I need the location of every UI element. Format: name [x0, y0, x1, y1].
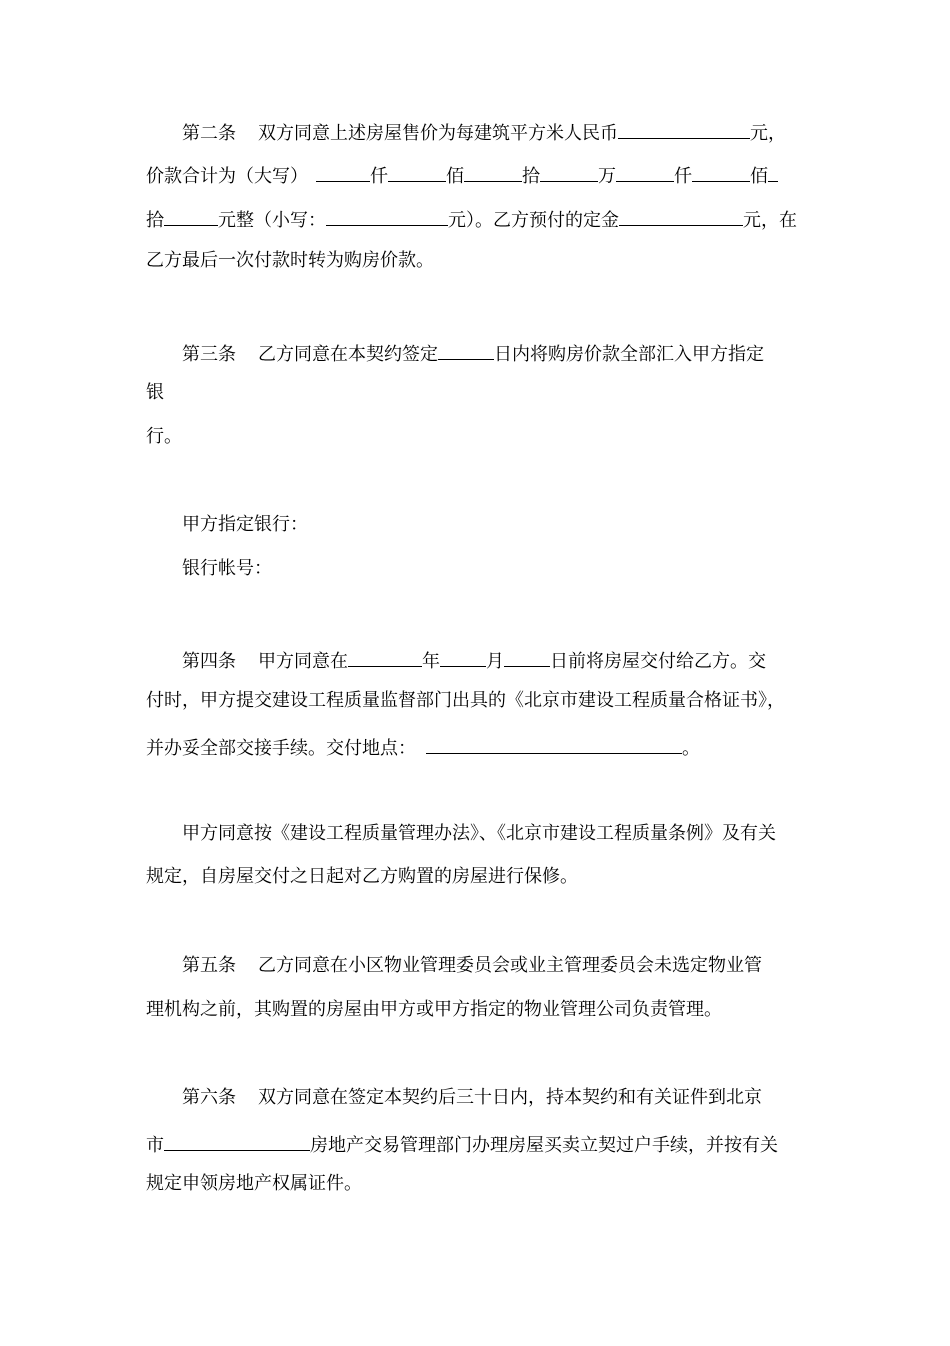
article-4-line-3 — [146, 733, 700, 757]
delivery-place-end: 。 — [682, 738, 700, 759]
blank-tail — [768, 161, 778, 182]
total-small-blank — [326, 205, 448, 226]
article-3-text-b: 日内将购房价款全部汇入甲方指定 — [494, 344, 764, 365]
article-6-text: 双方同意在签定本契约后三十日内，持本契约和有关证件到北京 — [258, 1087, 762, 1108]
article-3-line-2 — [146, 381, 164, 405]
warranty-line-2-text: 规定，自房屋交付之日起对乙方购置的房屋进行保修。 — [146, 866, 578, 887]
article-2-label: 第二条 — [182, 123, 236, 144]
article-5-line-2 — [146, 998, 722, 1022]
article-3-line-2-text: 银 — [146, 382, 164, 403]
month-blank — [440, 646, 486, 667]
article-5-label: 第五条 — [182, 955, 236, 976]
unit-qian: 仟 — [370, 166, 388, 187]
article-2-text: 双方同意上述房屋售价为每建筑平方米人民币 — [258, 123, 618, 144]
city-prefix: 市 — [146, 1135, 164, 1156]
blank-bai-2 — [692, 161, 750, 182]
article-4-text-b: 日前将房屋交付给乙方。交 — [550, 651, 766, 672]
warranty-line-1-text: 甲方同意按《建设工程质量管理办法》、《北京市建设工程质量条例》及有关 — [182, 823, 776, 844]
blank-bai-1 — [388, 161, 446, 182]
unit-bai-2: 佰 — [750, 166, 768, 187]
article-2-unit: 元， — [750, 123, 786, 144]
article-2-line-3 — [146, 205, 797, 229]
article-2-line-4 — [146, 249, 434, 273]
unit-shi-2: 拾 — [146, 210, 164, 231]
article-3-text-a: 乙方同意在本契约签定 — [258, 344, 438, 365]
deposit-label: 元）。乙方预付的定金 — [448, 210, 619, 231]
day-blank — [504, 646, 550, 667]
unit-qian-2: 仟 — [674, 166, 692, 187]
total-small-label: 元整（小写： — [218, 210, 326, 231]
article-6-line-3 — [146, 1172, 362, 1196]
district-blank — [164, 1130, 310, 1151]
deposit-unit: 元，在 — [743, 210, 797, 231]
article-5-line-2-text: 理机构之前，其购置的房屋由甲方或甲方指定的物业管理公司负责管理。 — [146, 999, 722, 1020]
article-3-label: 第三条 — [182, 344, 236, 365]
article-3-line-3 — [146, 425, 182, 449]
article-6-label: 第六条 — [182, 1087, 236, 1108]
article-4-line-1 — [182, 646, 766, 670]
unit-bai: 佰 — [446, 166, 464, 187]
bank-account-line — [182, 557, 272, 581]
unit-wan: 万 — [598, 166, 616, 187]
article-4-label: 第四条 — [182, 651, 236, 672]
article-5-text: 乙方同意在小区物业管理委员会或业主管理委员会未选定物业管 — [258, 955, 762, 976]
warranty-line-2 — [146, 865, 578, 889]
deposit-blank — [619, 205, 743, 226]
article-4-line-2-text: 付时，甲方提交建设工程质量监督部门出具的《北京市建设工程质量合格证书》， — [146, 690, 785, 711]
month-label: 月 — [486, 651, 504, 672]
article-3-line-3-text: 行。 — [146, 426, 182, 447]
bank-name-line — [182, 513, 308, 537]
blank-shi-1 — [464, 161, 522, 182]
blank-shi-2 — [164, 205, 218, 226]
days-blank — [438, 339, 494, 360]
article-4-line-2 — [146, 689, 785, 713]
blank-wan — [540, 161, 598, 182]
article-2-line-4-text: 乙方最后一次付款时转为购房价款。 — [146, 250, 434, 271]
bank-account-label: 银行帐号： — [182, 558, 272, 579]
article-4-text-a: 甲方同意在 — [258, 651, 348, 672]
year-label: 年 — [422, 651, 440, 672]
article-2-line-2 — [146, 161, 778, 185]
article-6-line-2-text: 房地产交易管理部门办理房屋买卖立契过户手续，并按有关 — [310, 1135, 778, 1156]
bank-name-label: 甲方指定银行： — [182, 514, 308, 535]
year-blank — [348, 646, 422, 667]
article-3-line-1 — [182, 339, 764, 363]
article-6-line-2 — [146, 1130, 778, 1154]
delivery-place-label: 并办妥全部交接手续。交付地点： — [146, 738, 416, 759]
article-6-line-3-text: 规定申领房地产权属证件。 — [146, 1173, 362, 1194]
blank-qian-1 — [316, 161, 370, 182]
price-per-sqm-blank — [618, 118, 750, 139]
article-6-line-1 — [182, 1086, 762, 1110]
total-price-label: 价款合计为（大写） — [146, 166, 308, 187]
warranty-line-1 — [182, 822, 776, 846]
blank-qian-2 — [616, 161, 674, 182]
unit-shi: 拾 — [522, 166, 540, 187]
article-5-line-1 — [182, 954, 762, 978]
delivery-place-blank — [426, 733, 682, 754]
article-2-line-1 — [182, 118, 786, 142]
